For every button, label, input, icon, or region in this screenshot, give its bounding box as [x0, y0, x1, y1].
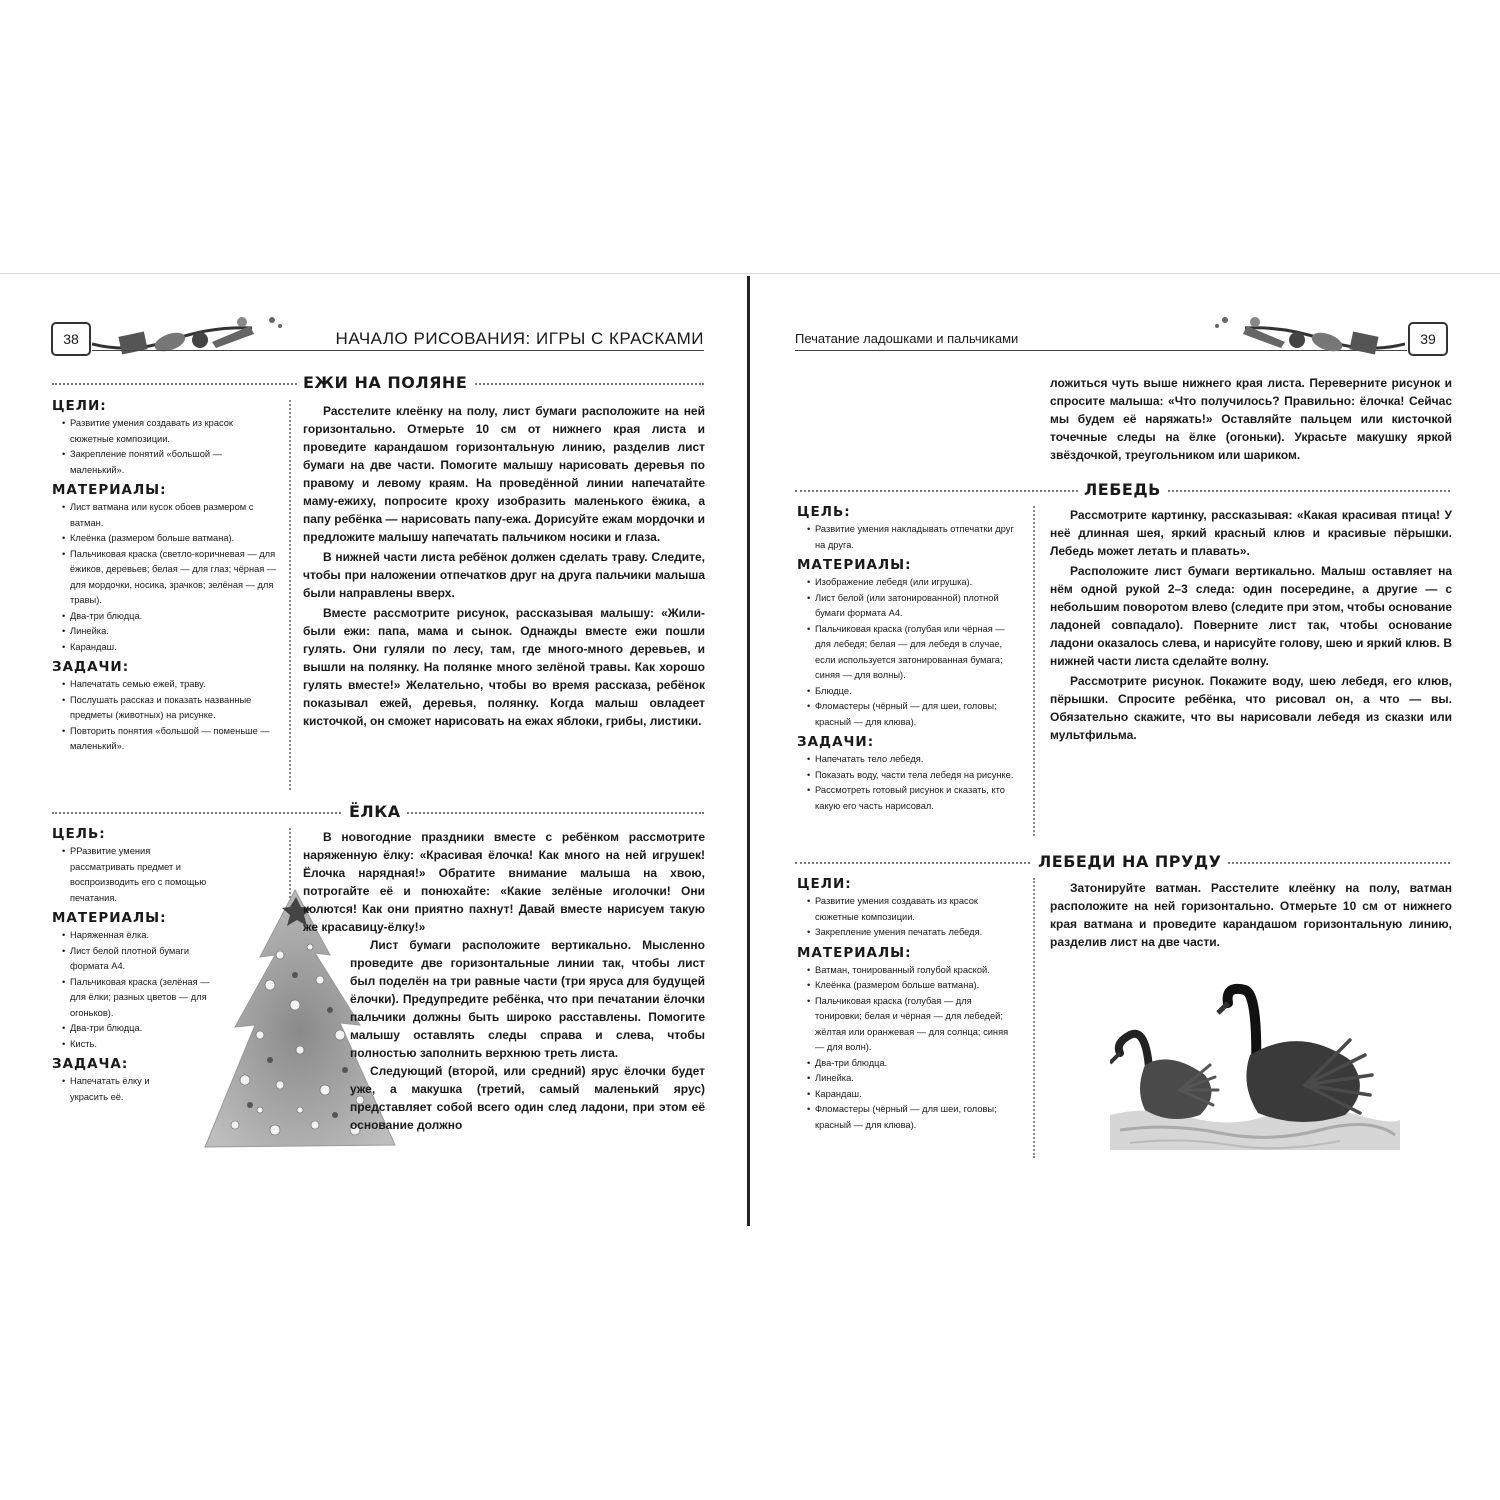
goals-list [809, 894, 1017, 941]
section-title-swan: ЛЕБЕДЬ [1078, 480, 1167, 499]
paragraph: В новогодние праздники вместе с ребёнком рассмотрите наряженную ёлку: «Красивая ёлочка! Как много на ней игрушек! Ёлочка нарядная!» Обратите внимание малыша на хвою, потрогайте её и понюхайте: «Какие зелёные иголочки! Они колются! Как они приятно пахнут! Давай вместе нарисуем такую же красавицу-ёлку!» [303, 830, 705, 934]
list-item: • Пальчиковая краска (зелёная — для ёлки; разных цветов — для огоньков). [64, 975, 212, 1022]
tasks-list [809, 752, 1017, 814]
tasks-list [64, 677, 277, 755]
list-item: • Ватман, тонированный голубой краской. [809, 963, 1017, 979]
paragraph: Лист бумаги расположите вертикально. Мысленно проведите две горизонтальные линии так, чтобы лист был поделён на три равные части (три яруса для будущей ёлочки). Предупредите ребёнка, что при печатании ёлочки пальчики должны быть широко расставлены. Помогите малышу оставлять следы справа и слева, чтобы полностью заполнить верхнюю треть листа. [350, 938, 705, 1060]
list-item: • Послушать рассказ и показать названные предметы (животных) на рисунке. [64, 693, 277, 724]
list-item: • Закрепление понятий «большой — маленький». [64, 447, 277, 478]
swans-illustration [1110, 965, 1400, 1155]
list-item: • Фломастеры (чёрный — для шеи, головы; красный — для клюва). [809, 1102, 1017, 1133]
list-item: • Карандаш. [64, 640, 277, 656]
running-head-right: Печатание ладошками и пальчиками [795, 331, 1019, 346]
paragraph: Затонируйте ватман. Расстелите клеёнку на полу, ватман расположите на ней горизонтально. Отмерьте 10 см от нижнего края ватмана и проведите карандашом горизонтальную линию, разделив лист на две части. [1050, 881, 1452, 949]
column-divider [1033, 878, 1035, 1158]
body-continuation [1050, 374, 1452, 464]
materials-list [64, 928, 212, 1052]
goals-label: ЦЕЛИ: [52, 398, 107, 414]
body-swans-pond [1050, 879, 1452, 951]
list-item: • Фломастеры (чёрный — для шеи, головы; красный — для клюва). [809, 699, 1017, 730]
page-number-right: 39 [1408, 322, 1448, 356]
list-item: • Наряженная ёлка. [64, 928, 212, 944]
list-item: • Развитие умения накладывать отпечатки друг на друга. [809, 522, 1017, 553]
body-tree-wrapped [350, 936, 705, 1134]
list-item: • Два-три блюдца. [64, 609, 277, 625]
paragraph: Вместе рассмотрите рисунок, рассказывая малышу: «Жили-были ежи: папа, мама и сынок. Однажды вместе ежи пошли гулять. Они гуляли по лесу, там, где много-много деревьев, и вышли на полянку. На полянке много зелёной травы. Как хорошо гулять вместе!» Желательно, чтобы во время рассказа, ребёнок показывал ежей, деревья, полянку. Когда малыш овладеет кисточкой, он сможет нарисовать на ежах яблоки, грибы, листики. [303, 606, 705, 728]
list-item: • РРазвитие умения рассматривать предмет и воспроизводить его с помощью печатания. [64, 844, 212, 906]
running-head-left: НАЧАЛО РИСОВАНИЯ: ИГРЫ С КРАСКАМИ [335, 329, 704, 348]
sidebar-hedgehogs [52, 398, 277, 755]
materials-label: МАТЕРИАЛЫ: [52, 910, 167, 926]
materials-list [809, 963, 1017, 1134]
list-item: • Лист белой (или затонированной) плотной бумаги формата А4. [809, 591, 1017, 622]
section-title-tree: ЁЛКА [343, 802, 407, 821]
paragraph: ложиться чуть выше нижнего края листа. Переверните рисунок и спросите малыша: «Что получилось? Правильно: ёлочка! Сейчас мы будем её наряжать!» Оставляйте пальцем или кисточкой точечные следы на ёлке (огоньки). Украсьте макушку яркой звёздочкой, треугольником или шариком. [1050, 376, 1452, 462]
list-item: • Пальчиковая краска (голубая — для тонировки; белая и чёрная — для лебедей; жёлтая или оранжевая — для солнца; синяя — для волн). [809, 994, 1017, 1056]
list-item: • Карандаш. [809, 1087, 1017, 1103]
list-item: • Изображение лебедя (или игрушка). [809, 575, 1017, 591]
materials-label: МАТЕРИАЛЫ: [797, 944, 912, 961]
body-hedgehogs [303, 402, 705, 730]
paragraph: Расстелите клеёнку на полу, лист бумаги расположите на ней горизонтально. Отмерьте 10 см от нижнего края листа и проведите карандашом горизонтальную линию, разделив лист бумаги на две части. Помогите малышу нарисовать деревья по правому и левому краям. На проведённой линии напечатайте маму-ежиху, попросите кроху изобразить маленького ёжика, а папу ребёнка — нарисовать папу-ежа. Дорисуйте ежам мордочки и предложите малышу напечатать пальчиком носики и глаза. [303, 404, 705, 544]
sidebar-tree [52, 826, 212, 1105]
list-item: • Клеёнка (размером больше ватмана). [809, 978, 1017, 994]
body-tree-intro [303, 828, 705, 936]
paragraph: Расположите лист бумаги вертикально. Малыш оставляет на нём одной рукой 2–3 следа: один посередине, а другие — с небольшим поворотом влево (следите при этом, чтобы основание ладоней совпадало). Поверните лист так, чтобы основание ладони оказалось слева, и нарисуйте голову, шею и яркий клюв. В нижней части листа сделайте волну. [1050, 564, 1452, 668]
task-label: ЗАДАЧА: [52, 1056, 129, 1072]
column-divider [289, 400, 291, 790]
materials-label: МАТЕРИАЛЫ: [797, 557, 912, 573]
list-item: • Линейка. [64, 624, 277, 640]
list-item: • Развитие умения создавать из красок сюжетные композиции. [64, 416, 277, 447]
header-ornament-left [92, 314, 292, 360]
list-item: • Клеёнка (размером больше ватмана). [64, 531, 277, 547]
list-item: • Линейка. [809, 1071, 1017, 1087]
header-rule-left [92, 350, 704, 351]
goals-label: ЦЕЛИ: [797, 876, 852, 892]
goal-label: ЦЕЛЬ: [797, 504, 851, 520]
list-item: • Два-три блюдца. [809, 1056, 1017, 1072]
paragraph: В нижней части листа ребёнок должен сделать траву. Следите, чтобы при наложении отпечатков друг на друга пальчики малыша были направлены вверх. [303, 550, 705, 600]
list-item: • Развитие умения создавать из красок сюжетные композиции. [809, 894, 1017, 925]
paragraph: Следующий (второй, или средний) ярус ёлочки будет уже, а макушка (третий, самый маленький ярус) представляет собой всего один след ладони, при этом её основание должно [350, 1064, 705, 1132]
list-item: • Показать воду, части тела лебедя на рисунке. [809, 768, 1017, 784]
list-item: • Повторить понятия «большой — поменьше — маленький». [64, 724, 277, 755]
list-item: • Напечатать тело лебедя. [809, 752, 1017, 768]
materials-label: МАТЕРИАЛЫ: [52, 482, 167, 498]
list-item: • Кисть. [64, 1037, 212, 1053]
sidebar-swan [797, 504, 1017, 814]
list-item: • Напечатать семью ежей, траву. [64, 677, 277, 693]
materials-list [809, 575, 1017, 730]
goals-list [64, 416, 277, 478]
list-item: • Два-три блюдца. [64, 1021, 212, 1037]
paragraph: Рассмотрите рисунок. Покажите воду, шею лебедя, его клюв, пёрышки. Спросите ребёнка, что рисовал он, а что — вы. Обязательно скажите, что вы нарисовали лебедя из сказки или мультфильма. [1050, 674, 1452, 742]
sidebar-swans-pond [797, 876, 1017, 1133]
scan-top-edge [0, 273, 1500, 274]
header-ornament-right [1205, 314, 1405, 360]
list-item: • Лист ватмана или кусок обоев размером с ватман. [64, 500, 277, 531]
book-spine [747, 276, 750, 1226]
list-item: • Пальчиковая краска (голубая или чёрная — для лебедя; белая — для лебедя в случае, если используется затонированная бумага; синяя — для волны). [809, 622, 1017, 684]
body-swan [1050, 506, 1452, 744]
section-title-hedgehogs: ЕЖИ НА ПОЛЯНЕ [297, 373, 473, 392]
goal-label: ЦЕЛЬ: [52, 826, 106, 842]
list-item: • Пальчиковая краска (светло-коричневая — для ёжиков, деревьев; белая — для глаз; чёрная — для мордочки, носика, зрачков; зелёная — для травы). [64, 547, 277, 609]
tasks-list [64, 1074, 174, 1105]
materials-list [64, 500, 277, 655]
goals-list [64, 844, 212, 906]
column-divider [1033, 506, 1035, 836]
page-number-left: 38 [51, 322, 91, 356]
tasks-label: ЗАДАЧИ: [52, 659, 130, 675]
list-item: • Рассмотреть готовый рисунок и сказать, кто какую его часть нарисовал. [809, 783, 1017, 814]
list-item: • Закрепление умения печатать лебедя. [809, 925, 1017, 941]
tasks-label: ЗАДАЧИ: [797, 734, 875, 750]
goals-list [809, 522, 1017, 553]
list-item: • Напечатать ёлку и украсить её. [64, 1074, 174, 1105]
list-item: • Блюдце. [809, 684, 1017, 700]
section-title-swans-pond: ЛЕБЕДИ НА ПРУДУ [1032, 852, 1227, 871]
paragraph: Рассмотрите картинку, рассказывая: «Какая красивая птица! У неё длинная шея, яркий красный клюв и красивые пёрышки. Лебедь может летать и плавать». [1050, 508, 1452, 558]
list-item: • Лист белой плотной бумаги формата А4. [64, 944, 212, 975]
